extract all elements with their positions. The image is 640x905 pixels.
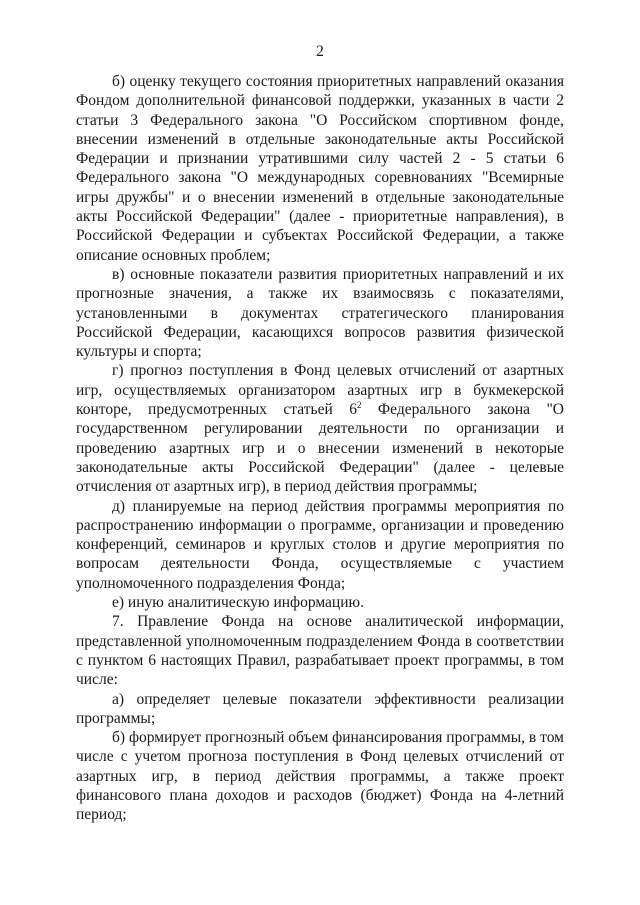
paragraph-v-indicators: в) основные показатели развития приоритетных направлений и их прогнозные значения, а также их взаимосвязь с показателями, установленными в документах стратегического планирования Российской Федерации, касающихся вопросов развития физической культуры и спорта; bbox=[76, 265, 564, 361]
paragraph-b-assessment: б) оценку текущего состояния приоритетных направлений оказания Фондом дополнительной финансовой поддержки, указанных в части 2 статьи 3 Федерального закона "О Российском спортивном фонде, внесении изменений в отдельные законодательные акты Российской Федерации и признании утратившими силу частей 2 - 5 статьи 6 Федерального закона "О международных соревнованиях "Всемирные игры дружбы" и о внесении изменений в отдельные законодательные акты Российской Федерации" (далее - приоритетные направления), в Российской Федерации и субъектах Российской Федерации, а также описание основных проблем; bbox=[76, 73, 564, 264]
paragraph-g-forecast bbox=[76, 361, 564, 496]
paragraph-b-funding: б) формирует прогнозный объем финансирования программы, в том числе с учетом прогноза поступления в Фонд целевых отчислений от азартных игр, в период действия программы, а также проект финансового плана доходов и расходов (бюджет) Фонда на 4-летний период; bbox=[76, 729, 564, 824]
page-number: 2 bbox=[316, 43, 324, 60]
article-superscript: 2 bbox=[356, 399, 362, 410]
document-body bbox=[76, 72, 564, 825]
paragraph-g-text-start: г) прогноз поступления в Фонд целевых отчислений от азартных игр, осуществляемых организатором азартных игр в букмекерской конторе, предусмотренных статьей 6 bbox=[76, 362, 564, 419]
paragraph-d-events: д) планируемые на период действия программы мероприятия по распространению информации о программе, организации и проведению конференций, семинаров и круглых столов и другие мероприятия по вопросам деятельности Фонда, осуществляемые с участием уполномоченного подразделения Фонда; bbox=[76, 497, 564, 592]
paragraph-a-targets: а) определяет целевые показатели эффективности реализации программы; bbox=[76, 690, 564, 727]
paragraph-e-other: е) иную аналитическую информацию. bbox=[112, 594, 364, 612]
paragraph-7-board: 7. Правление Фонда на основе аналитической информации, представленной уполномоченным подразделением Фонда в соответствии с пунктом 6 настоящих Правил, разрабатывает проект программы, в том числе: bbox=[76, 613, 564, 689]
paragraph-g-text-end: Федерального закона "О государственном регулировании деятельности по организации и проведению азартных игр и о внесении изменений в некоторые законодательные акты Российской Федерации" (далее - целевые отчисления от азартных игр), в период действия программы; bbox=[76, 401, 565, 496]
